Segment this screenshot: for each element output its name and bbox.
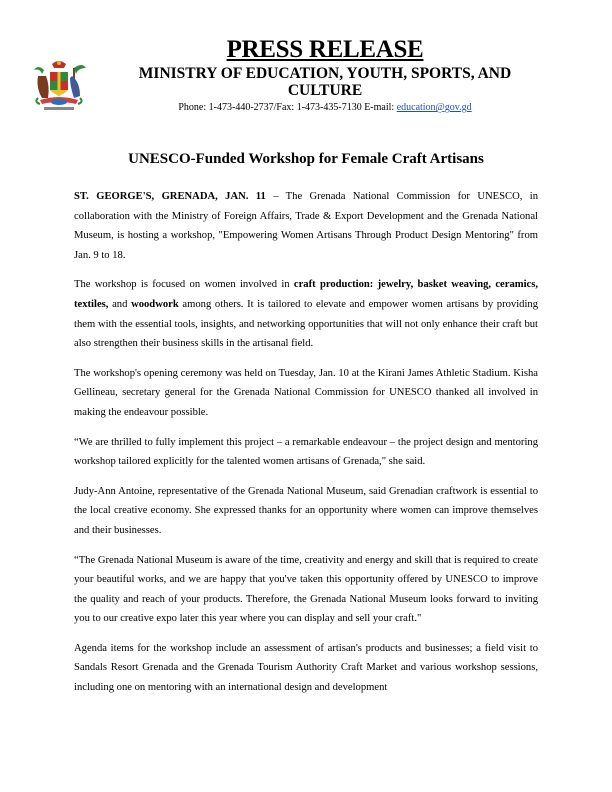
paragraph-2 xyxy=(74,275,538,353)
press-release-title: PRESS RELEASE xyxy=(226,36,424,63)
craft-categories: craft production: jewelry, basket weaving, ceramics, textiles, xyxy=(74,279,538,310)
letterhead xyxy=(110,36,540,115)
paragraph-3: The workshop's opening ceremony was held on Tuesday, Jan. 10 at the Kirani James Athletic Stadium. Kisha Gellineau, secretary general for the Grenada National Commission for UNESCO thanked all involved in making the endeavour possible. xyxy=(74,367,538,418)
ministry-name xyxy=(110,65,540,99)
contact-line xyxy=(110,101,540,115)
email-link[interactable]: education@gov.gd xyxy=(396,102,472,113)
paragraph-4: “We are thrilled to fully implement this project – a remarkable endeavour – the project design and mentoring workshop tailored explicitly for the talented women artisans of Grenada," she said. xyxy=(74,436,538,468)
ministry-line-2: CULTURE xyxy=(287,82,363,99)
ministry-line-1: MINISTRY OF EDUCATION, YOUTH, SPORTS, AND xyxy=(138,65,512,82)
paragraph-1 xyxy=(74,187,538,265)
coat-of-arms-icon xyxy=(30,58,88,116)
paragraph-2-rest: among others. It is tailored to elevate and empower women artisans by providing them with the essential tools, insights, and networking opportunities that will not only enhance their craft but also strengthen their business skills in the artisanal field. xyxy=(74,298,538,350)
woodwork-term: woodwork xyxy=(131,298,179,310)
article-headline: UNESCO-Funded Workshop for Female Craft Artisans xyxy=(128,151,484,167)
paragraph-2-lead: The workshop is focused on women involved in xyxy=(74,279,294,291)
paragraph-6: “The Grenada National Museum is aware of the time, creativity and energy and skill that is required to create your beautiful works, and we are happy that you've taken this opportunity offered by UNESCO to improve the quality and reach of your products. Therefore, the Grenada National Museum looks forward to inviting you to our creative expo later this year where you can display and sell your craft." xyxy=(74,554,538,625)
article-body xyxy=(74,187,538,708)
dateline: ST. GEORGE'S, GRENADA, JAN. 11 xyxy=(74,191,266,202)
paragraph-5: Judy-Ann Antoine, representative of the Grenada National Museum, said Grenadian craftwork is essential to the local creative economy. She expressed thanks for an opportunity where women can improve themselves and their businesses. xyxy=(74,485,538,536)
contact-phone-fax: Phone: 1-473-440-2737/Fax: 1-473-435-7130 E-mail: xyxy=(178,102,397,113)
paragraph-7: Agenda items for the workshop include an assessment of artisan's products and businesses; a field visit to Sandals Resort Grenada and the Grenada Tourism Authority Craft Market and various workshop sessions, including one on mentoring with an international design and development xyxy=(74,642,538,694)
coat-of-arms-logo xyxy=(30,58,88,116)
paragraph-1-text: – The Grenada National Commission for UNESCO, in collaboration with the Ministry of Foreign Affairs, Trade & Export Development and the Grenada National Museum, is hosting a workshop, "Empowering Women Artisans Through Product Design Mentoring" from Jan. 9 to 18. xyxy=(74,191,538,261)
paragraph-2-mid: and xyxy=(108,298,132,310)
